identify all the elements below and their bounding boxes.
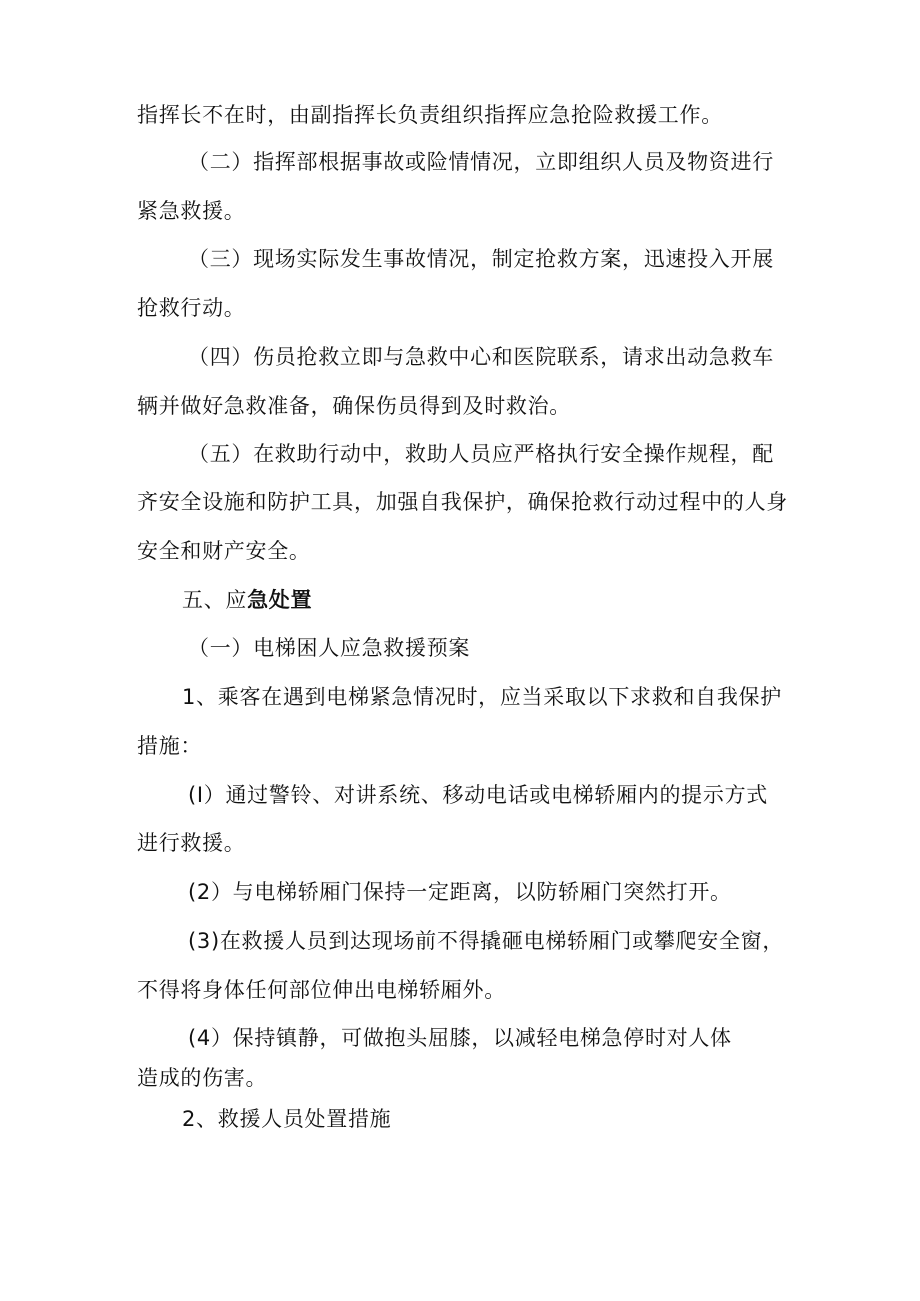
text-line-2: （二）指挥部根据事故或险情情况，立即组织人员及物资进行 [188, 150, 774, 174]
section-heading-strong: 急处置 [247, 588, 313, 612]
text-line-18: 不得将身体任何部位伸出电梯轿厢外。 [137, 978, 506, 1002]
text-line-11: （一）电梯困人应急救援预案 [188, 636, 471, 660]
section-heading-prefix: 五、应 [182, 588, 248, 612]
text-line-9: 齐安全设施和防护工具，加强自我保护，确保抢救行动过程中的人身 [137, 490, 788, 514]
text-line-16: (2）与电梯轿厢门保持一定距离，以防轿厢门突然打开。 [188, 880, 732, 904]
text-line-1: 指挥长不在时，由副指挥长负责组织指挥应急抢险救援工作。 [137, 103, 723, 127]
text-line-14: (I）通过警铃、对讲系统、移动电话或电梯轿厢内的提示方式 [188, 783, 768, 807]
text-line-5: 抢救行动。 [137, 296, 246, 320]
text-line-6: （四）伤员抢救立即与急救中心和医院联系，请求出动急救车 [188, 345, 774, 369]
text-line-20: 造成的伤害。 [137, 1066, 268, 1090]
text-line-12: 1、乘客在遇到电梯紧急情况时，应当采取以下求救和自我保护 [182, 685, 782, 709]
text-line-10: 安全和财产安全。 [137, 539, 311, 563]
section-heading [182, 585, 312, 615]
text-line-3: 紧急救援。 [137, 199, 246, 223]
text-line-8: （五）在救助行动中，救助人员应严格执行安全操作规程，配 [188, 442, 774, 466]
text-line-7: 辆并做好急救准备，确保伤员得到及时救治。 [137, 394, 571, 418]
text-line-19: (4）保持镇静，可做抱头屈膝，以减轻电梯急停时对人体 [188, 1026, 732, 1050]
text-line-13: 措施： [137, 734, 203, 758]
text-line-15: 进行救援。 [137, 831, 246, 855]
text-line-4: （三）现场实际发生事故情况，制定抢救方案，迅速投入开展 [188, 247, 774, 271]
text-line-17: (3)在救援人员到达现场前不得撬砸电梯轿厢门或攀爬安全窗， [188, 929, 785, 953]
text-line-21: 2、救援人员处置措施 [182, 1107, 392, 1131]
